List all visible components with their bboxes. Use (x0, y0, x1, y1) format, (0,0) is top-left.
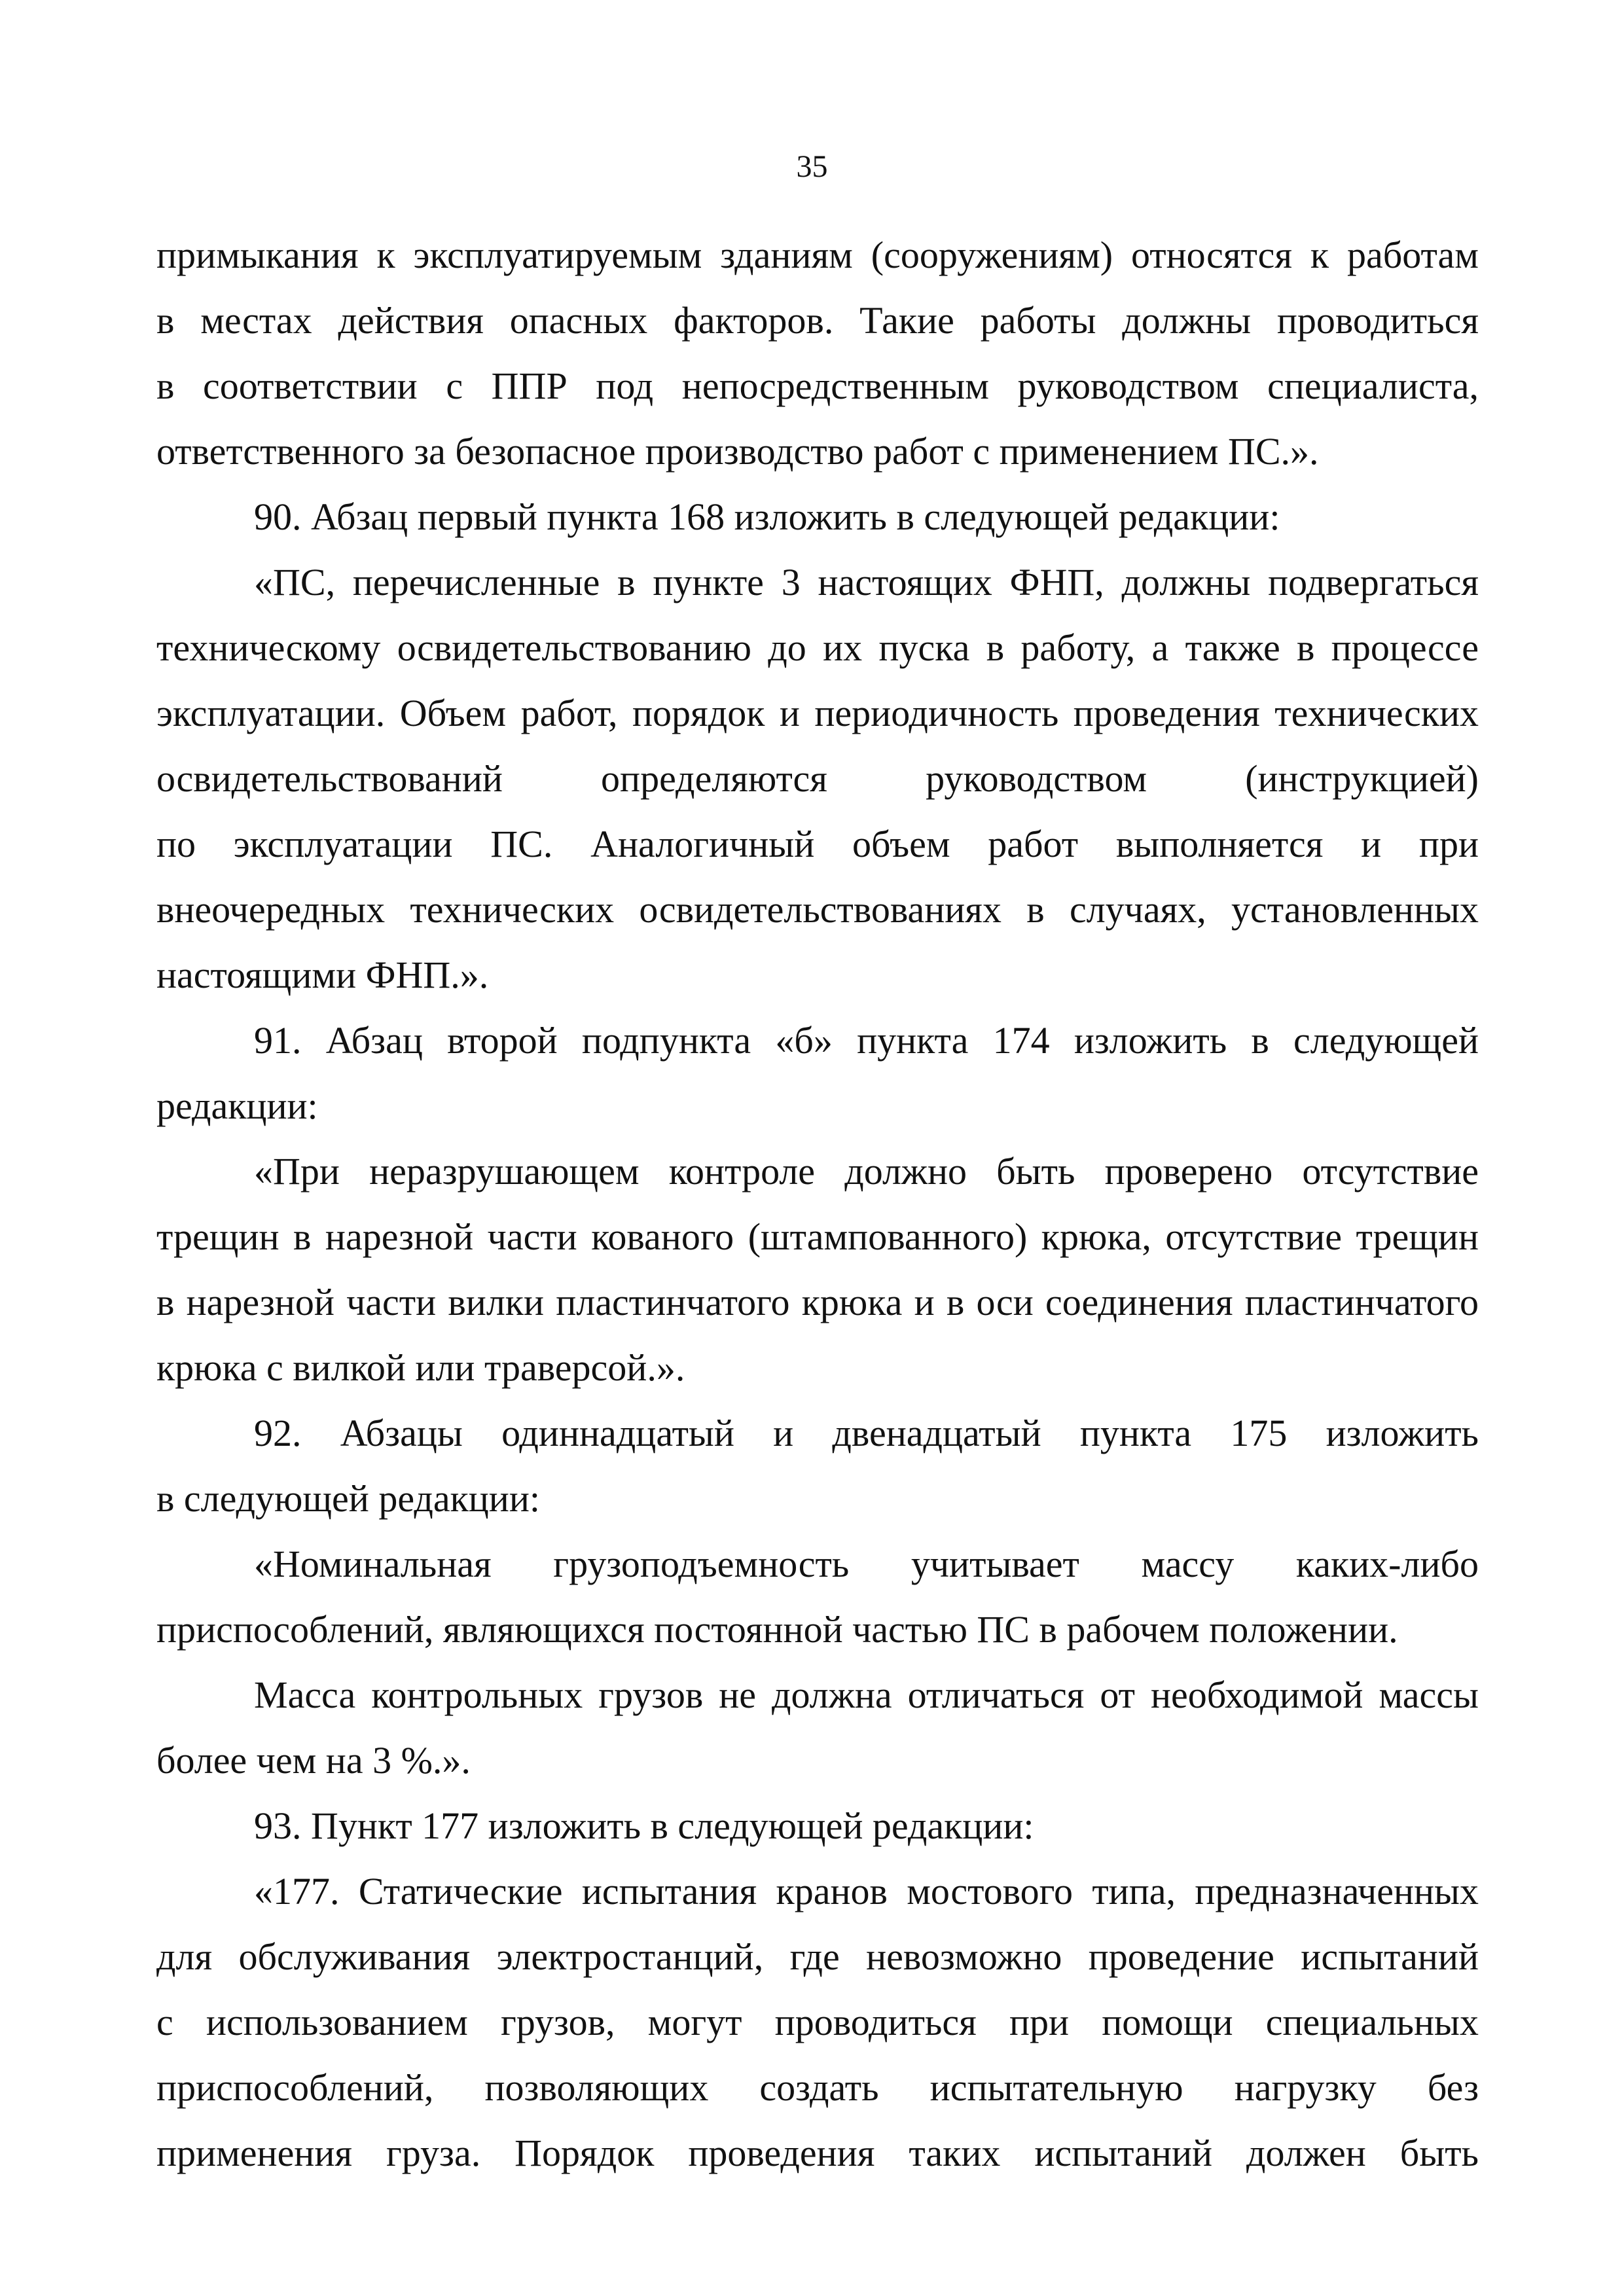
text-line: 93. Пункт 177 изложить в следующей редакции: (254, 1804, 1034, 1847)
text-line: эксплуатации. Объем работ, порядок и периодичность проведения технических (156, 692, 1479, 734)
text-line: примыкания к эксплуатируемым зданиям (сооружениям) относятся к работам (156, 234, 1479, 276)
text-line: «Номинальная грузоподъемность учитывает массу каких-либо (254, 1543, 1479, 1585)
text-line: техническому освидетельствованию до их пуска в работу, а также в процессе (156, 626, 1479, 669)
text-line: «ПС, перечисленные в пункте 3 настоящих ФНП, должны подвергаться (254, 561, 1479, 603)
text-line: 92. Абзацы одиннадцатый и двенадцатый пункта 175 изложить (254, 1412, 1479, 1454)
text-line: настоящими ФНП.». (156, 954, 489, 996)
text-line: применения груза. Порядок проведения таких испытаний должен быть (156, 2132, 1479, 2174)
page-number: 35 (796, 149, 828, 184)
text-line: приспособлений, являющихся постоянной частью ПС в рабочем положении. (156, 1608, 1398, 1651)
text-line: в местах действия опасных факторов. Такие работы должны проводиться (156, 299, 1479, 342)
text-line: трещин в нарезной части кованого (штампованного) крюка, отсутствие трещин (156, 1215, 1479, 1258)
text-line: Масса контрольных грузов не должна отличаться от необходимой массы (254, 1674, 1479, 1716)
text-line: «177. Статические испытания кранов мостового типа, предназначенных (254, 1870, 1479, 1912)
text-line: 91. Абзац второй подпункта «б» пункта 174 изложить в следующей (254, 1019, 1479, 1062)
text-line: освидетельствований определяются руководством (инструкцией) (156, 757, 1479, 800)
document-body (156, 223, 1479, 2186)
text-line: крюка с вилкой или траверсой.». (156, 1346, 685, 1389)
text-line: для обслуживания электростанций, где невозможно проведение испытаний (156, 1935, 1479, 1978)
text-line: в следующей редакции: (156, 1477, 540, 1520)
text-line: по эксплуатации ПС. Аналогичный объем работ выполняется и при (156, 823, 1479, 865)
text-line: редакции: (156, 1085, 318, 1127)
text-line: более чем на 3 %.». (156, 1739, 471, 1782)
text-line: в соответствии с ППР под непосредственным руководством специалиста, (156, 365, 1479, 407)
text-line: в нарезной части вилки пластинчатого крюка и в оси соединения пластинчатого (156, 1281, 1479, 1323)
text-line: внеочередных технических освидетельствованиях в случаях, установленных (156, 888, 1479, 931)
text-line: приспособлений, позволяющих создать испытательную нагрузку без (156, 2066, 1479, 2109)
text-line: «При неразрушающем контроле должно быть проверено отсутствие (254, 1150, 1479, 1193)
text-line: ответственного за безопасное производство работ с применением ПС.». (156, 430, 1319, 473)
text-line: 90. Абзац первый пункта 168 изложить в следующей редакции: (254, 495, 1280, 538)
text-line: с использованием грузов, могут проводиться при помощи специальных (156, 2001, 1479, 2043)
